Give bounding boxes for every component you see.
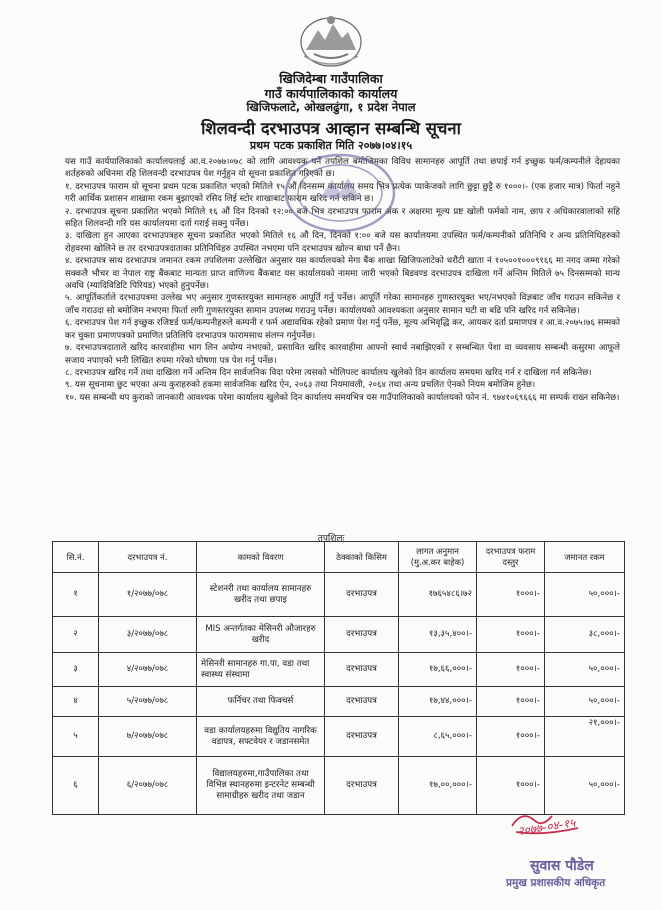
table-row [53,573,625,617]
cell-tender-no: १/२०७७/०७८ [99,573,197,617]
cell-contract-type: दरभाउपत्र [325,573,399,617]
office-seal-stamp [282,150,398,236]
cell-contract-type: दरभाउपत्र [325,757,399,815]
cell-description: MIS अन्तर्गतका मेसिनरी औजारहरु खरीद [197,617,325,653]
cell-serial: १ [53,573,99,617]
cell-fee: १०००।- [477,653,545,687]
municipality-name: खिजिदेम्बा गाउँपालिका [279,71,383,86]
cell-contract-type: दरभाउपत्र [325,687,399,717]
cell-deposit: ५०,०००।- [545,687,625,717]
notice-title: शिलवन्दी दरभाउपत्र आव्हान सम्बन्धि सूचना [201,119,461,138]
cell-deposit: २१,०००।- [545,717,625,757]
table-row [53,617,625,653]
condition-item: ६. दरभाउपत्र पेश गर्न इच्छुक रजिष्टर्ड फर्म/कम्पनीहरुले कम्पनी र फर्म अद्यावधिक रहेको प्रमाण पेश गर्नु पर्नेछ, मूल्य अभिवृद्धि कर, आयकर दर्ता प्रमाणपत्र र आ.व.२०७५।७६ सम्मको कर चुक्ता प्रमाणपत्रको प्रमाणित प्रतिलिपि दरभाउपत्र फारामसाथ संलग्न गर्नुपर्नेछ। [65,318,620,341]
condition-item: ३. दाखिला हुन आएका दरभाउपत्रहरु सूचना प्रकाशित भएको मितिले १६ औं दिन, दिनको १:०० बजे यस कार्यालयमा उपस्थित फर्म/कम्पनीको प्रतिनिधि र अन्य प्रतिनिधिहरुको रोहवरमा खोलिने छ तर दरभाउपत्रदाताका प्रतिनिधिहरु उपस्थित नभएमा पनि दरभाउपत्र खोल्न बाधा पर्ने छैन। [65,231,620,254]
cell-contract-type: दरभाउपत्र [325,617,399,653]
cell-tender-no: ७/२०७७/०७८ [99,717,197,757]
condition-item: १०. यस सम्बन्धी थप कुराको जानकारी आवश्यक परेमा कार्यालय खुलेको दिन कार्यालय समयभित्र यस गाउँपालिकाको कार्यालयको फोन नं. ९७४१०६९६६६ मा सम्पर्क राख्न सकिनेछ। [65,392,620,403]
condition-item: ९. यस सूचनामा छुट भएका अन्य कुराहरुको हकमा सार्वजनिक खरिद ऐन, २०६३ तथा नियमावली, २०६४ तथा अन्य प्रचलित ऐनको नियम बमोजिम हुनेछ। [65,380,536,391]
table-caption: तपशिलः [317,534,345,544]
tender-table [52,541,625,815]
cell-description: वडा कार्यालयहरुमा विद्युतिय नागरिक वडापत्र, सफ्टवेयर र जडानसमेत [197,717,325,757]
cell-fee: १०००।- [477,617,545,653]
table-row [53,653,625,687]
intro-paragraph: यस गाउँ कार्यपालिकाको कार्यालयलाई आ.व.२०७७।०७८ को लागि आवश्यक पर्ने तपशिल बमोजिमका विविध सामानहरु आपूर्ति तथा छपाई गर्न इच्छुक फर्म/कम्पनीले देहायका शर्तहरुको अधिनमा रहि शिलवन्दी दरभाउपत्र पेश गर्नुहुन यो सूचना प्रकाशित गरिएको छ। [65,157,620,180]
publish-date: प्रथम पटक प्रकाशित मिति २०७७।०४।१५ [249,139,413,152]
header-description: कामको विवरण [197,542,325,573]
signatory-name: सुवास पौडेल [530,858,594,874]
cell-serial: ४ [53,687,99,717]
office-address: खिजिफलाटे, ओखलढुंगा, १ प्रदेश नेपाल [246,100,416,114]
cell-fee: १०००।- [477,757,545,815]
cell-contract-type: दरभाउपत्र [325,653,399,687]
cell-tender-no: ६/२०७७/०७८ [99,757,197,815]
condition-item: १. दरभाउपत्र फाराम यो सूचना प्रथम पटक प्रकाशित भएको मितिले १५ औं दिनसम्म कार्यालय समय भित्र प्रत्येक प्याकेजको लागि छुट्टा छुट्टै रु १०००।- (एक हजार मात्र) फिर्ता नहुने गरी आर्थिक प्रशासन शाखामा रकम बुझाएको रसिद लिई स्टोर शाखाबाट फाराम खरिद गर्न सकिने छ। [65,181,620,205]
header-serial: सि.नं. [53,542,99,573]
nepal-emblem-icon [292,10,370,70]
condition-item: ५. आपूर्तिकर्ताले दरभाउपत्रमा उल्लेख भए अनुसार गुणस्तरयुक्त सामानहरु आपूर्ति गर्नु पर्नेछ। आपूर्ति गरेका सामानहरु गुणस्तरयुक्त भए/नभएको विज्ञबाट जाँच गराउन सकिनेछ र जाँच गराउदा सो बमोजिम नभएमा फिर्ता लगी गुणस्तरयुक्त सामान उपलब्ध गराउनु पर्नेछ। कार्यालयको आवश्यकता अनुसार सामान घटी वा बढि पनि खरिद गर्न सकिनेछ। [65,293,620,316]
cell-contract-type: दरभाउपत्र [325,717,399,757]
condition-item: ७. दरभाउपत्रदाताले खरिद कारवाहीमा भाग लिन अयोग्य नभएको, प्रस्तावित खरिद कारवाहीमा आफ्नो स्वार्थ नबाझिएको र सम्बन्धित पेशा वा व्यवसाय सम्बन्धी कसुरमा आफूले सजाय नपाएको भनी लिखित रुपमा गरेको घोषणा पत्र पेश गर्नु पर्नेछ। [65,343,620,366]
signatory-title: प्रमुख प्रशासकीय अधिकृत [506,877,606,889]
cell-deposit: ५०,०००।- [545,757,625,815]
table-header-row [53,542,625,573]
cell-description: विद्यालयहरुमा,गाउँपालिका तथा विभिन्न स्थानहरुमा इन्टरनेट सम्बन्धी सामाग्रीहरु खरीद तथा जडान [197,757,325,815]
cell-serial: ६ [53,757,99,815]
cell-fee: १०००।- [477,687,545,717]
cell-serial: २ [53,617,99,653]
header-cost-estimate: लागत अनुमान (मु.अ.कर बाहेक) [399,542,477,573]
cell-description: स्टेशनरी तथा कार्यालय सामानहरु खरीद तथा छपाइ [197,573,325,617]
cell-fee: १०००।- [477,573,545,617]
office-name: गाउँ कार्यपालिकाको कार्यालय [264,86,398,101]
header-deposit: जमानत रकम [545,542,625,573]
cell-cost: १७,००,०००।- [399,757,477,815]
cell-deposit: ५०,०००।- [545,653,625,687]
condition-item: २. दरभाउपत्र सूचना प्रकाशित भएको मितिले १६ औं दिन दिनको १२:०० बजे भित्र दरभाउपत्र फाराम अंक र अक्षरमा मूल्य प्रष्ट खोली फर्मको नाम, छाप र अधिकारवालाको सहि सहित शिलवन्दी गरि यस कार्यालयमा दर्ता गराई सक्नु पर्नेछ। [65,206,620,230]
cell-cost: १७,६६,०००।- [399,653,477,687]
header-tender-no: दरभाउपत्र नं. [99,542,197,573]
cell-tender-no: ३/२०७७/०७८ [99,617,197,653]
condition-item: ८. दरभाउपत्र खरिद गर्ने तथा दाखिला गर्ने अन्तिम दिन सार्वजनिक विदा परेमा त्यसको भोलिपल्ट कार्यालय खुलेको दिन कार्यालय समयमा खरिद गर्न र दाखिला गर्न सकिनेछ। [65,367,592,378]
table-row [53,687,625,717]
cell-description: मेसिनरी सामानहरु गा.पा, वडा तथा स्वास्थ्य संस्थामा [197,653,325,687]
header-form-fee: दरभाउपत्र फराम दस्तुर [477,542,545,573]
cell-fee: १०००।- [477,717,545,757]
cell-cost: १७,४४,०००।- [399,687,477,717]
cell-serial: ५ [53,717,99,757]
cell-description: फर्निचर तथा फिक्चर्स [197,687,325,717]
cell-tender-no: ५/२०७७/०७८ [99,687,197,717]
cell-cost: १३,३५,४००।- [399,617,477,653]
header-contract-type: ठेक्काको किसिम [325,542,399,573]
signature-date: २०७७-०४-१५ [516,815,577,839]
condition-item: ४. दरभाउपत्र साथ दरभाउपत्र जमानत रकम तपशिलमा उल्लेखित अनुसार यस कार्यालयको मेगा बैंक शाखा खिजिफलाटेको धरौटी खाता नं १०५००१०००९१६६ मा नगद जम्मा गरेको सक्कलै भौचर वा नेपाल राष्ट्र बैंकबाट मान्यता प्राप्त वाणिज्य बैंकबाट यस कार्यालयको नाममा जारी भएको बिडवण्ड दरभाउपत्र दाखिला गर्ने अन्तिम मितिले ७५ दिनसम्मको मान्य अवधि (म्यादिविडिटि पिरियड) भएको हुनुपर्नेछ। [65,256,620,292]
cell-serial: ३ [53,653,99,687]
cell-cost: १७६५४८६।७२ [399,573,477,617]
cell-deposit: ३८,०००।- [545,617,625,653]
cell-tender-no: ४/२०७७/०७८ [99,653,197,687]
cell-cost: ८,६५,०००।- [399,717,477,757]
cell-deposit: ५०,०००।- [545,573,625,617]
table-row [53,717,625,757]
